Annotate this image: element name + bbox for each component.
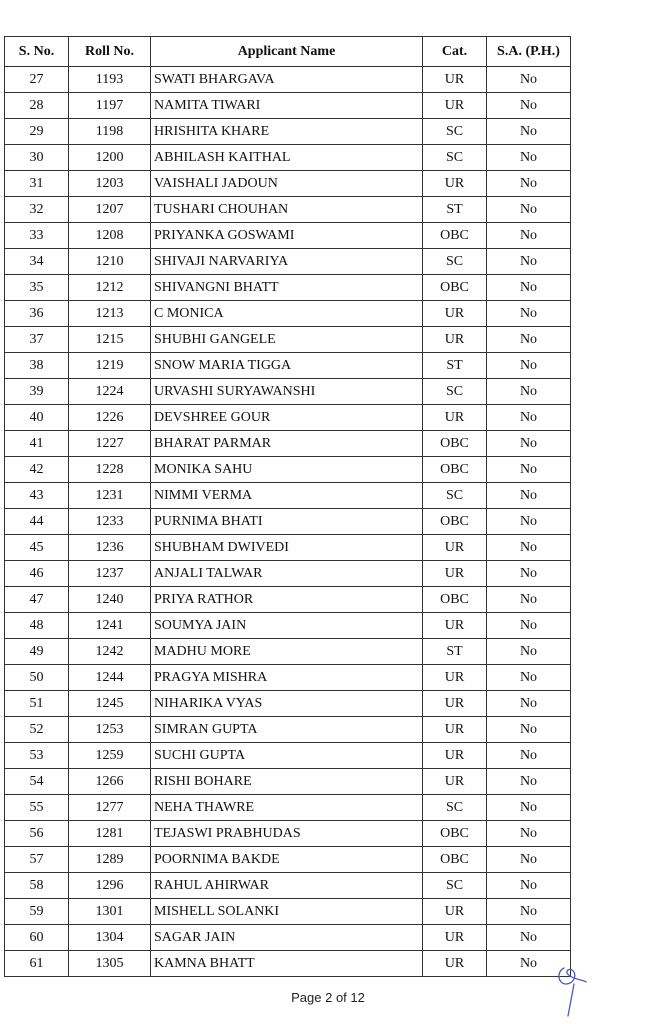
- cell-roll-no: 1305: [69, 951, 151, 977]
- handwritten-signature-icon: [550, 962, 590, 1022]
- cell-roll-no: 1277: [69, 795, 151, 821]
- header-roll-no: Roll No.: [69, 37, 151, 67]
- cell-roll-no: 1266: [69, 769, 151, 795]
- cell-applicant-name: NIHARIKA VYAS: [151, 691, 423, 717]
- cell-sno: 57: [5, 847, 69, 873]
- cell-sno: 61: [5, 951, 69, 977]
- cell-category: OBC: [423, 457, 487, 483]
- table-row: [5, 301, 571, 327]
- cell-sno: 30: [5, 145, 69, 171]
- cell-sa-ph: No: [487, 873, 571, 899]
- cell-applicant-name: URVASHI SURYAWANSHI: [151, 379, 423, 405]
- cell-sno: 56: [5, 821, 69, 847]
- cell-sa-ph: No: [487, 795, 571, 821]
- cell-sa-ph: No: [487, 119, 571, 145]
- table-row: [5, 353, 571, 379]
- table-row: [5, 93, 571, 119]
- cell-roll-no: 1193: [69, 67, 151, 93]
- cell-applicant-name: SWATI BHARGAVA: [151, 67, 423, 93]
- cell-applicant-name: NAMITA TIWARI: [151, 93, 423, 119]
- cell-sa-ph: No: [487, 457, 571, 483]
- header-sno: S. No.: [5, 37, 69, 67]
- table-row: [5, 639, 571, 665]
- cell-sno: 33: [5, 223, 69, 249]
- cell-applicant-name: DEVSHREE GOUR: [151, 405, 423, 431]
- cell-applicant-name: RAHUL AHIRWAR: [151, 873, 423, 899]
- cell-sno: 60: [5, 925, 69, 951]
- table-row: [5, 327, 571, 353]
- cell-category: ST: [423, 353, 487, 379]
- cell-sa-ph: No: [487, 379, 571, 405]
- cell-sa-ph: No: [487, 639, 571, 665]
- table-row: [5, 509, 571, 535]
- cell-category: OBC: [423, 821, 487, 847]
- cell-sno: 53: [5, 743, 69, 769]
- table-row: [5, 691, 571, 717]
- cell-sa-ph: No: [487, 431, 571, 457]
- cell-applicant-name: ABHILASH KAITHAL: [151, 145, 423, 171]
- cell-sa-ph: No: [487, 353, 571, 379]
- cell-sno: 39: [5, 379, 69, 405]
- cell-roll-no: 1215: [69, 327, 151, 353]
- cell-roll-no: 1224: [69, 379, 151, 405]
- cell-sno: 31: [5, 171, 69, 197]
- table-row: [5, 587, 571, 613]
- cell-category: ST: [423, 197, 487, 223]
- table-row: [5, 483, 571, 509]
- cell-sno: 32: [5, 197, 69, 223]
- header-sa-ph: S.A. (P.H.): [487, 37, 571, 67]
- cell-roll-no: 1207: [69, 197, 151, 223]
- cell-applicant-name: SNOW MARIA TIGGA: [151, 353, 423, 379]
- cell-sa-ph: No: [487, 665, 571, 691]
- cell-sa-ph: No: [487, 197, 571, 223]
- cell-roll-no: 1197: [69, 93, 151, 119]
- cell-category: OBC: [423, 509, 487, 535]
- cell-sa-ph: No: [487, 925, 571, 951]
- cell-sa-ph: No: [487, 275, 571, 301]
- cell-roll-no: 1203: [69, 171, 151, 197]
- cell-category: UR: [423, 561, 487, 587]
- cell-roll-no: 1301: [69, 899, 151, 925]
- cell-sno: 34: [5, 249, 69, 275]
- cell-roll-no: 1304: [69, 925, 151, 951]
- cell-sa-ph: No: [487, 171, 571, 197]
- cell-category: UR: [423, 951, 487, 977]
- cell-sa-ph: No: [487, 951, 571, 977]
- cell-applicant-name: SOUMYA JAIN: [151, 613, 423, 639]
- cell-applicant-name: PRIYA RATHOR: [151, 587, 423, 613]
- table-row: [5, 951, 571, 977]
- cell-roll-no: 1228: [69, 457, 151, 483]
- cell-roll-no: 1296: [69, 873, 151, 899]
- applicant-table: [4, 36, 571, 977]
- table-row: [5, 457, 571, 483]
- cell-sno: 27: [5, 67, 69, 93]
- cell-category: UR: [423, 301, 487, 327]
- cell-category: UR: [423, 925, 487, 951]
- cell-roll-no: 1213: [69, 301, 151, 327]
- cell-sno: 50: [5, 665, 69, 691]
- cell-roll-no: 1240: [69, 587, 151, 613]
- cell-category: SC: [423, 873, 487, 899]
- cell-sa-ph: No: [487, 509, 571, 535]
- table-row: [5, 665, 571, 691]
- table-row: [5, 119, 571, 145]
- cell-roll-no: 1198: [69, 119, 151, 145]
- cell-sa-ph: No: [487, 587, 571, 613]
- cell-category: OBC: [423, 847, 487, 873]
- cell-sno: 45: [5, 535, 69, 561]
- cell-sa-ph: No: [487, 769, 571, 795]
- cell-sno: 47: [5, 587, 69, 613]
- cell-applicant-name: PRIYANKA GOSWAMI: [151, 223, 423, 249]
- cell-applicant-name: SAGAR JAIN: [151, 925, 423, 951]
- cell-roll-no: 1289: [69, 847, 151, 873]
- cell-sa-ph: No: [487, 301, 571, 327]
- cell-applicant-name: VAISHALI JADOUN: [151, 171, 423, 197]
- table-row: [5, 145, 571, 171]
- cell-sa-ph: No: [487, 67, 571, 93]
- cell-sno: 42: [5, 457, 69, 483]
- cell-sno: 59: [5, 899, 69, 925]
- cell-sno: 41: [5, 431, 69, 457]
- cell-sno: 38: [5, 353, 69, 379]
- cell-applicant-name: C MONICA: [151, 301, 423, 327]
- cell-sa-ph: No: [487, 249, 571, 275]
- table-body: [5, 67, 571, 977]
- cell-category: SC: [423, 483, 487, 509]
- cell-category: SC: [423, 119, 487, 145]
- cell-sa-ph: No: [487, 821, 571, 847]
- cell-roll-no: 1219: [69, 353, 151, 379]
- cell-sno: 43: [5, 483, 69, 509]
- table-row: [5, 795, 571, 821]
- cell-sno: 37: [5, 327, 69, 353]
- cell-sa-ph: No: [487, 613, 571, 639]
- cell-category: ST: [423, 639, 487, 665]
- table-row: [5, 249, 571, 275]
- cell-category: UR: [423, 327, 487, 353]
- table-row: [5, 379, 571, 405]
- cell-sa-ph: No: [487, 145, 571, 171]
- cell-category: SC: [423, 795, 487, 821]
- cell-sno: 52: [5, 717, 69, 743]
- cell-sa-ph: No: [487, 223, 571, 249]
- cell-category: UR: [423, 405, 487, 431]
- cell-sa-ph: No: [487, 717, 571, 743]
- cell-sa-ph: No: [487, 899, 571, 925]
- cell-sa-ph: No: [487, 743, 571, 769]
- table-header-row: [5, 37, 571, 67]
- table-row: [5, 197, 571, 223]
- cell-applicant-name: TEJASWI PRABHUDAS: [151, 821, 423, 847]
- cell-applicant-name: ANJALI TALWAR: [151, 561, 423, 587]
- cell-applicant-name: KAMNA BHATT: [151, 951, 423, 977]
- cell-roll-no: 1231: [69, 483, 151, 509]
- cell-applicant-name: NEHA THAWRE: [151, 795, 423, 821]
- cell-roll-no: 1245: [69, 691, 151, 717]
- cell-category: SC: [423, 145, 487, 171]
- cell-roll-no: 1212: [69, 275, 151, 301]
- cell-applicant-name: POORNIMA BAKDE: [151, 847, 423, 873]
- table-row: [5, 925, 571, 951]
- table-row: [5, 717, 571, 743]
- cell-sa-ph: No: [487, 327, 571, 353]
- cell-category: UR: [423, 665, 487, 691]
- cell-roll-no: 1236: [69, 535, 151, 561]
- cell-applicant-name: TUSHARI CHOUHAN: [151, 197, 423, 223]
- table-row: [5, 405, 571, 431]
- cell-applicant-name: RISHI BOHARE: [151, 769, 423, 795]
- table-row: [5, 821, 571, 847]
- cell-sa-ph: No: [487, 483, 571, 509]
- cell-category: UR: [423, 899, 487, 925]
- cell-roll-no: 1242: [69, 639, 151, 665]
- cell-sno: 55: [5, 795, 69, 821]
- cell-roll-no: 1237: [69, 561, 151, 587]
- cell-roll-no: 1241: [69, 613, 151, 639]
- cell-applicant-name: BHARAT PARMAR: [151, 431, 423, 457]
- cell-category: OBC: [423, 223, 487, 249]
- cell-applicant-name: NIMMI VERMA: [151, 483, 423, 509]
- cell-applicant-name: SHIVANGNI BHATT: [151, 275, 423, 301]
- cell-sno: 51: [5, 691, 69, 717]
- table-row: [5, 769, 571, 795]
- cell-sno: 44: [5, 509, 69, 535]
- cell-applicant-name: SHIVAJI NARVARIYA: [151, 249, 423, 275]
- table-row: [5, 431, 571, 457]
- table-row: [5, 275, 571, 301]
- cell-applicant-name: SHUBHAM DWIVEDI: [151, 535, 423, 561]
- cell-sa-ph: No: [487, 405, 571, 431]
- cell-roll-no: 1227: [69, 431, 151, 457]
- cell-sno: 49: [5, 639, 69, 665]
- cell-applicant-name: MADHU MORE: [151, 639, 423, 665]
- cell-applicant-name: MONIKA SAHU: [151, 457, 423, 483]
- cell-roll-no: 1253: [69, 717, 151, 743]
- cell-category: UR: [423, 67, 487, 93]
- cell-sno: 28: [5, 93, 69, 119]
- cell-category: SC: [423, 379, 487, 405]
- cell-sno: 48: [5, 613, 69, 639]
- table-row: [5, 67, 571, 93]
- cell-applicant-name: MISHELL SOLANKI: [151, 899, 423, 925]
- header-applicant-name: Applicant Name: [151, 37, 423, 67]
- cell-applicant-name: PURNIMA BHATI: [151, 509, 423, 535]
- cell-roll-no: 1233: [69, 509, 151, 535]
- table-row: [5, 171, 571, 197]
- cell-applicant-name: SHUBHI GANGELE: [151, 327, 423, 353]
- cell-sa-ph: No: [487, 535, 571, 561]
- cell-applicant-name: HRISHITA KHARE: [151, 119, 423, 145]
- cell-sno: 40: [5, 405, 69, 431]
- cell-category: UR: [423, 769, 487, 795]
- table-row: [5, 223, 571, 249]
- table-row: [5, 873, 571, 899]
- cell-roll-no: 1210: [69, 249, 151, 275]
- cell-applicant-name: SUCHI GUPTA: [151, 743, 423, 769]
- cell-sa-ph: No: [487, 847, 571, 873]
- cell-applicant-name: PRAGYA MISHRA: [151, 665, 423, 691]
- cell-category: UR: [423, 717, 487, 743]
- table-row: [5, 847, 571, 873]
- cell-sno: 46: [5, 561, 69, 587]
- page-number: Page 2 of 12: [291, 990, 365, 1005]
- cell-roll-no: 1259: [69, 743, 151, 769]
- cell-sno: 36: [5, 301, 69, 327]
- cell-category: UR: [423, 535, 487, 561]
- cell-sno: 58: [5, 873, 69, 899]
- cell-sa-ph: No: [487, 93, 571, 119]
- cell-sno: 29: [5, 119, 69, 145]
- cell-category: UR: [423, 743, 487, 769]
- cell-roll-no: 1281: [69, 821, 151, 847]
- cell-category: UR: [423, 171, 487, 197]
- cell-roll-no: 1200: [69, 145, 151, 171]
- table-row: [5, 743, 571, 769]
- cell-sa-ph: No: [487, 561, 571, 587]
- table-row: [5, 613, 571, 639]
- table-row: [5, 535, 571, 561]
- cell-roll-no: 1226: [69, 405, 151, 431]
- table-row: [5, 561, 571, 587]
- cell-category: UR: [423, 613, 487, 639]
- cell-roll-no: 1244: [69, 665, 151, 691]
- table-row: [5, 899, 571, 925]
- cell-roll-no: 1208: [69, 223, 151, 249]
- cell-category: OBC: [423, 587, 487, 613]
- cell-sno: 35: [5, 275, 69, 301]
- cell-category: OBC: [423, 431, 487, 457]
- cell-applicant-name: SIMRAN GUPTA: [151, 717, 423, 743]
- cell-category: UR: [423, 691, 487, 717]
- cell-category: UR: [423, 93, 487, 119]
- cell-sa-ph: No: [487, 691, 571, 717]
- cell-category: OBC: [423, 275, 487, 301]
- cell-category: SC: [423, 249, 487, 275]
- header-category: Cat.: [423, 37, 487, 67]
- cell-sno: 54: [5, 769, 69, 795]
